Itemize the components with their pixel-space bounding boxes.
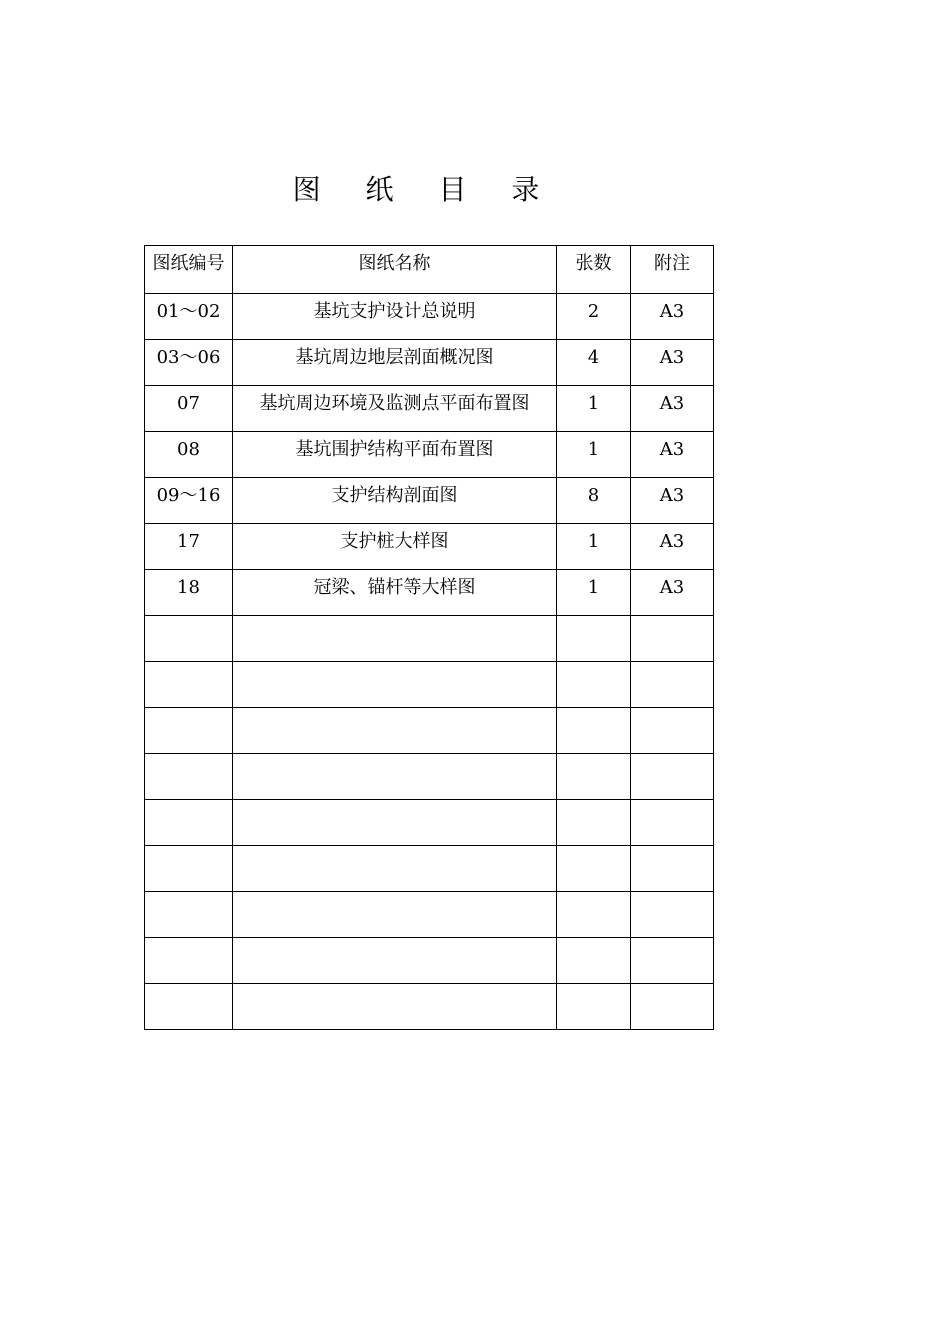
table-row xyxy=(145,294,714,340)
cell-drawing-name: 支护结构剖面图 xyxy=(233,478,557,524)
cell-drawing-number: 18 xyxy=(145,570,233,616)
empty-cell xyxy=(631,800,714,846)
empty-cell xyxy=(233,892,557,938)
cell-drawing-number: 01～02 xyxy=(145,294,233,340)
empty-cell xyxy=(557,892,631,938)
empty-cell xyxy=(145,984,233,1030)
cell-sheet-count: 2 xyxy=(557,294,631,340)
cell-drawing-number: 17 xyxy=(145,524,233,570)
empty-cell xyxy=(145,754,233,800)
header-drawing-name: 图纸名称 xyxy=(233,246,557,294)
empty-table-row xyxy=(145,662,714,708)
cell-note: A3 xyxy=(631,524,714,570)
cell-sheet-count: 8 xyxy=(557,478,631,524)
page-title: 图 纸 目 录 xyxy=(292,173,558,206)
table-row xyxy=(145,432,714,478)
cell-note: A3 xyxy=(631,294,714,340)
cell-drawing-number: 03～06 xyxy=(145,340,233,386)
empty-cell xyxy=(233,708,557,754)
empty-cell xyxy=(145,938,233,984)
cell-note: A3 xyxy=(631,432,714,478)
empty-cell xyxy=(631,938,714,984)
empty-cell xyxy=(557,616,631,662)
empty-cell xyxy=(631,616,714,662)
empty-cell xyxy=(557,938,631,984)
empty-cell xyxy=(233,662,557,708)
cell-sheet-count: 1 xyxy=(557,524,631,570)
empty-cell xyxy=(631,708,714,754)
header-note: 附注 xyxy=(631,246,714,294)
empty-table-row xyxy=(145,846,714,892)
empty-cell xyxy=(145,616,233,662)
drawing-index-table xyxy=(144,245,714,1030)
cell-drawing-name: 基坑围护结构平面布置图 xyxy=(233,432,557,478)
empty-cell xyxy=(557,662,631,708)
table-header-row xyxy=(145,246,714,294)
empty-cell xyxy=(557,708,631,754)
table-row xyxy=(145,478,714,524)
cell-drawing-number: 07 xyxy=(145,386,233,432)
empty-cell xyxy=(145,800,233,846)
empty-table-row xyxy=(145,616,714,662)
empty-cell xyxy=(145,708,233,754)
empty-cell xyxy=(557,846,631,892)
table-row xyxy=(145,570,714,616)
empty-cell xyxy=(631,662,714,708)
empty-cell xyxy=(145,892,233,938)
empty-table-row xyxy=(145,984,714,1030)
header-sheet-count: 张数 xyxy=(557,246,631,294)
cell-drawing-number: 08 xyxy=(145,432,233,478)
empty-table-row xyxy=(145,754,714,800)
cell-drawing-name: 基坑周边环境及监测点平面布置图 xyxy=(233,386,557,432)
empty-table-row xyxy=(145,708,714,754)
table-row xyxy=(145,524,714,570)
empty-cell xyxy=(145,846,233,892)
cell-note: A3 xyxy=(631,340,714,386)
cell-note: A3 xyxy=(631,570,714,616)
empty-cell xyxy=(233,846,557,892)
empty-cell xyxy=(631,892,714,938)
empty-cell xyxy=(557,754,631,800)
empty-table-row xyxy=(145,800,714,846)
cell-drawing-number: 09～16 xyxy=(145,478,233,524)
empty-table-row xyxy=(145,938,714,984)
empty-cell xyxy=(631,984,714,1030)
empty-cell xyxy=(557,984,631,1030)
empty-cell xyxy=(233,616,557,662)
cell-sheet-count: 1 xyxy=(557,570,631,616)
cell-drawing-name: 基坑周边地层剖面概况图 xyxy=(233,340,557,386)
header-drawing-number: 图纸编号 xyxy=(145,246,233,294)
empty-cell xyxy=(631,754,714,800)
empty-table-row xyxy=(145,892,714,938)
table-row xyxy=(145,340,714,386)
empty-cell xyxy=(233,754,557,800)
empty-cell xyxy=(557,800,631,846)
empty-cell xyxy=(145,662,233,708)
cell-drawing-name: 支护桩大样图 xyxy=(233,524,557,570)
cell-note: A3 xyxy=(631,478,714,524)
empty-cell xyxy=(233,938,557,984)
cell-sheet-count: 4 xyxy=(557,340,631,386)
table-row xyxy=(145,386,714,432)
empty-cell xyxy=(233,800,557,846)
cell-drawing-name: 冠梁、锚杆等大样图 xyxy=(233,570,557,616)
cell-sheet-count: 1 xyxy=(557,386,631,432)
cell-sheet-count: 1 xyxy=(557,432,631,478)
empty-cell xyxy=(233,984,557,1030)
cell-note: A3 xyxy=(631,386,714,432)
empty-cell xyxy=(631,846,714,892)
cell-drawing-name: 基坑支护设计总说明 xyxy=(233,294,557,340)
